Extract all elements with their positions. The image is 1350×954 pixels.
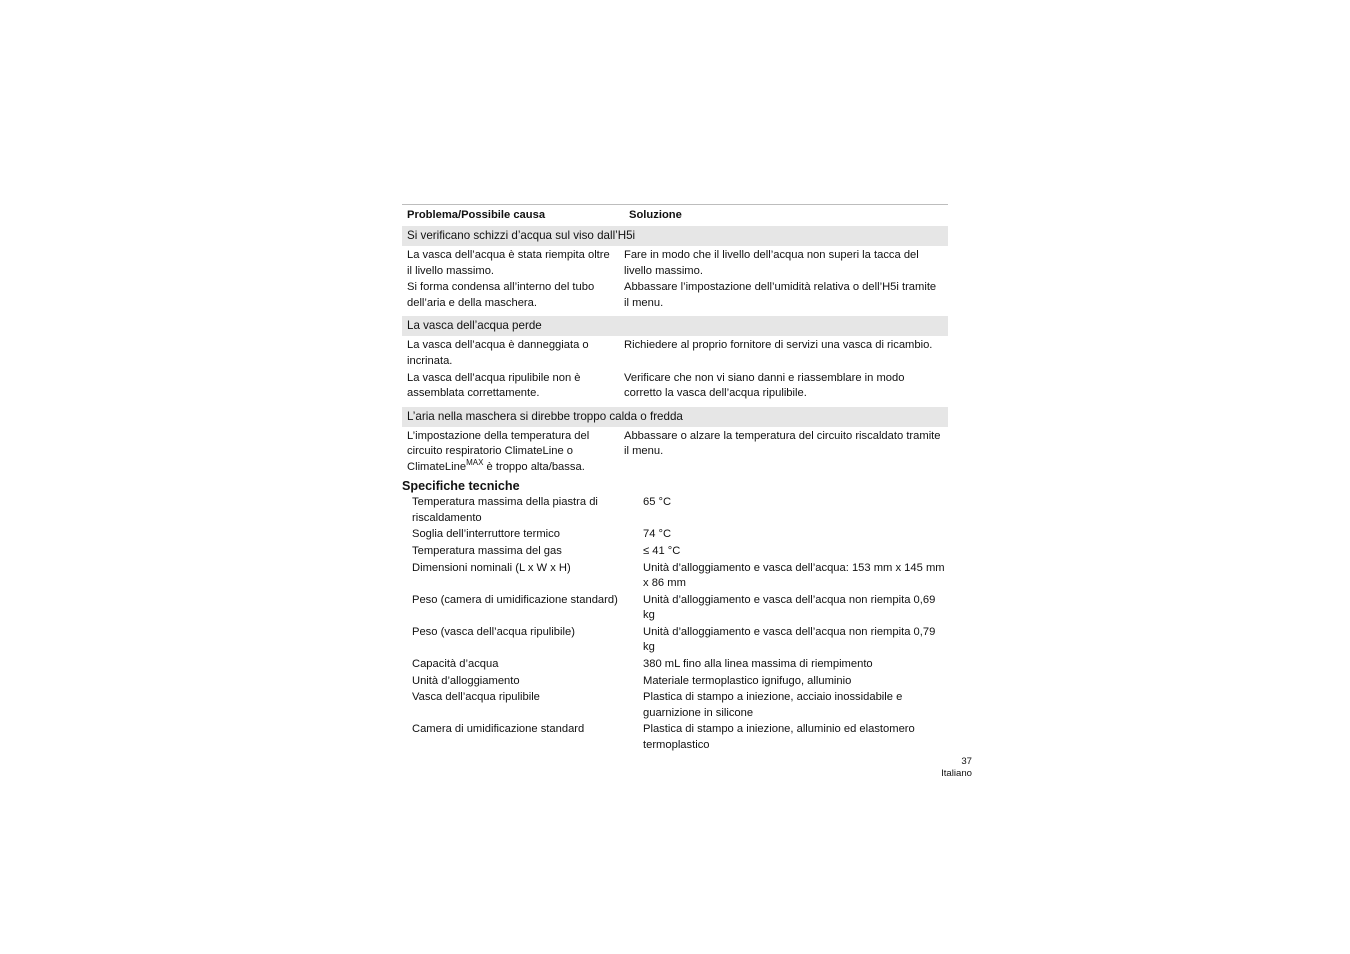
table-header xyxy=(402,205,948,225)
spec-value: Unità d’alloggiamento e vasca dell’acqua: 153 mm x 145 mm x 86 mm xyxy=(643,561,945,590)
cause-cell: La vasca dell’acqua è stata riempita oltre il livello massimo. xyxy=(407,249,610,277)
spec-value: Plastica di stampo a iniezione, alluminio ed elastomero termoplastico xyxy=(643,723,915,752)
cause-cell: La vasca dell’acqua ripulibile non è assemblata correttamente. xyxy=(407,371,581,400)
solution-cell: Fare in modo che il livello dell’acqua non superi la tacca del livello massimo. xyxy=(624,249,919,277)
superscript-max: MAX xyxy=(466,457,484,467)
specs-heading: Specifiche tecniche xyxy=(402,478,520,493)
page-number: 37 xyxy=(961,756,972,767)
spec-value: Unità d’alloggiamento e vasca dell’acqua non riempita 0,79 kg xyxy=(643,625,936,654)
spec-label: Temperatura massima della piastra di riscaldamento xyxy=(412,496,598,524)
table-row xyxy=(402,248,948,279)
section-heading: Si verificano schizzi d’acqua sul viso dall’H5i xyxy=(402,226,948,246)
spec-row xyxy=(402,527,948,543)
spec-label: Dimensioni nominali (L x W x H) xyxy=(412,561,571,574)
solution-cell: Richiedere al proprio fornitore di servizi una vasca di ricambio. xyxy=(624,339,933,352)
spec-row xyxy=(402,593,948,624)
specs-list xyxy=(402,495,948,754)
spec-label: Soglia dell’interruttore termico xyxy=(412,528,560,541)
spec-row xyxy=(402,690,948,721)
cause-text: L’impostazione della temperatura del circuito respiratorio ClimateLine o ClimateLine xyxy=(407,429,590,473)
spec-row xyxy=(402,625,948,656)
spec-label: Camera di umidificazione standard xyxy=(412,723,585,736)
spec-label: Peso (vasca dell’acqua ripulibile) xyxy=(412,625,575,638)
spec-value: Unità d’alloggiamento e vasca dell’acqua non riempita 0,69 kg xyxy=(643,593,936,622)
page-footer xyxy=(941,756,972,780)
spec-row xyxy=(402,674,948,690)
spec-label: Temperatura massima del gas xyxy=(412,544,562,557)
section-heading: La vasca dell’acqua perde xyxy=(402,316,948,336)
cause-cell: La vasca dell’acqua è danneggiata o incrinata. xyxy=(407,339,589,367)
spec-value: Plastica di stampo a iniezione, acciaio inossidabile e guarnizione in silicone xyxy=(643,691,903,719)
spec-label: Capacità d’acqua xyxy=(412,658,499,671)
spec-row xyxy=(402,495,948,526)
table-row xyxy=(402,371,948,402)
document-page xyxy=(402,204,948,755)
spec-value: Materiale termoplastico ignifugo, alluminio xyxy=(643,674,852,687)
language-label: Italiano xyxy=(941,768,972,779)
header-solution: Soluzione xyxy=(629,209,682,221)
solution-cell: Abbassare o alzare la temperatura del circuito riscaldato tramite il menu. xyxy=(624,429,941,458)
troubleshooting-table xyxy=(402,204,948,476)
cause-cell: Si forma condensa all’interno del tubo dell’aria e della maschera. xyxy=(407,281,595,309)
solution-cell: Abbassare l’impostazione dell’umidità relativa o dell’H5i tramite il menu. xyxy=(624,281,937,309)
solution-cell: Verificare che non vi siano danni e riassemblare in modo corretto la vasca dell’acqua ripulibile. xyxy=(624,371,905,400)
spec-value: 65 °C xyxy=(643,496,672,509)
table-row xyxy=(402,338,948,369)
spec-label: Vasca dell’acqua ripulibile xyxy=(412,691,540,704)
spec-value: 380 mL fino alla linea massima di riempimento xyxy=(643,658,873,671)
spec-label: Peso (camera di umidificazione standard) xyxy=(412,593,618,606)
spec-row xyxy=(402,544,948,560)
spec-row xyxy=(402,722,948,753)
table-row xyxy=(402,280,948,311)
cause-text-end: è troppo alta/bassa. xyxy=(483,460,585,473)
table-row xyxy=(402,429,948,476)
spec-value: 74 °C xyxy=(643,528,672,541)
spec-row xyxy=(402,561,948,592)
header-problem: Problema/Possibile causa xyxy=(407,209,546,221)
spec-row xyxy=(402,657,948,673)
spec-label: Unità d’alloggiamento xyxy=(412,674,520,687)
section-heading: L’aria nella maschera si direbbe troppo calda o fredda xyxy=(402,407,948,427)
cause-cell xyxy=(402,429,624,476)
spec-value: ≤ 41 °C xyxy=(643,544,681,557)
